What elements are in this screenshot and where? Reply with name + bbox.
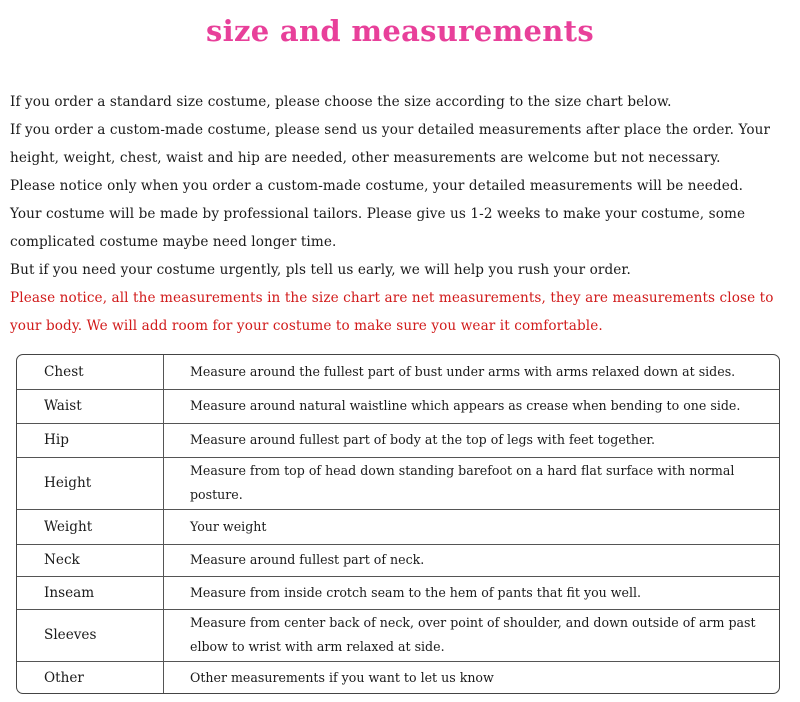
row-label: Other: [17, 661, 164, 694]
row-description: Other measurements if you want to let us know: [190, 670, 494, 685]
chart-row-sleeves: [17, 609, 779, 662]
row-description: Measure around the fullest part of bust under arms with arms relaxed down at sides.: [190, 364, 736, 379]
intro-line-standard-size: If you order a standard size costume, please choose the size according to the size chart below.: [10, 94, 672, 110]
chart-row-other: [17, 661, 779, 694]
chart-row-waist: [17, 389, 779, 424]
intro-line-tailors: Your costume will be made by professional tailors. Please give us 1-2 weeks to make your costume, some complicated costume maybe need longer time.: [10, 206, 746, 250]
page-title: size and measurements: [206, 14, 594, 48]
row-description: Measure around fullest part of neck.: [190, 552, 425, 567]
chart-row-chest: [17, 355, 779, 390]
row-description: Measure from center back of neck, over point of shoulder, and down outside of arm past elbow to wrist with arm relaxed at side.: [190, 615, 756, 654]
row-description: Measure from top of head down standing barefoot on a hard flat surface with normal posture.: [190, 463, 735, 502]
chart-row-weight: [17, 509, 779, 545]
row-label: Sleeves: [17, 609, 164, 661]
intro-line-notice: Please notice only when you order a custom-made costume, your detailed measurements will be needed.: [10, 178, 744, 194]
chart-row-height: [17, 457, 779, 510]
net-measurements-notice: Please notice, all the measurements in the size chart are net measurements, they are measurements close to your body. We will add room for your costume to make sure you wear it comfortable.: [10, 290, 774, 334]
row-label: Weight: [17, 509, 164, 544]
row-description: Measure around fullest part of body at the top of legs with feet together.: [190, 432, 656, 447]
row-label: Hip: [17, 423, 164, 457]
row-description: Measure around natural waistline which appears as crease when bending to one side.: [190, 398, 741, 413]
measurement-chart: [16, 354, 780, 694]
chart-row-neck: [17, 544, 779, 577]
row-label: Neck: [17, 544, 164, 576]
intro-text: [10, 88, 795, 340]
chart-row-inseam: [17, 576, 779, 610]
row-label: Waist: [17, 389, 164, 423]
intro-line-custom-made: If you order a custom-made costume, please send us your detailed measurements after place the order. Your height, weight, chest, waist and hip are needed, other measurements are welcome but not necessary.: [10, 122, 771, 166]
chart-row-hip: [17, 423, 779, 458]
row-label: Chest: [17, 355, 164, 389]
row-description: Measure from inside crotch seam to the hem of pants that fit you well.: [190, 584, 642, 600]
row-label: Height: [17, 457, 164, 509]
intro-line-rush-order: But if you need your costume urgently, pls tell us early, we will help you rush your order.: [10, 262, 631, 278]
row-description: Your weight: [190, 518, 267, 534]
row-label: Inseam: [17, 576, 164, 609]
